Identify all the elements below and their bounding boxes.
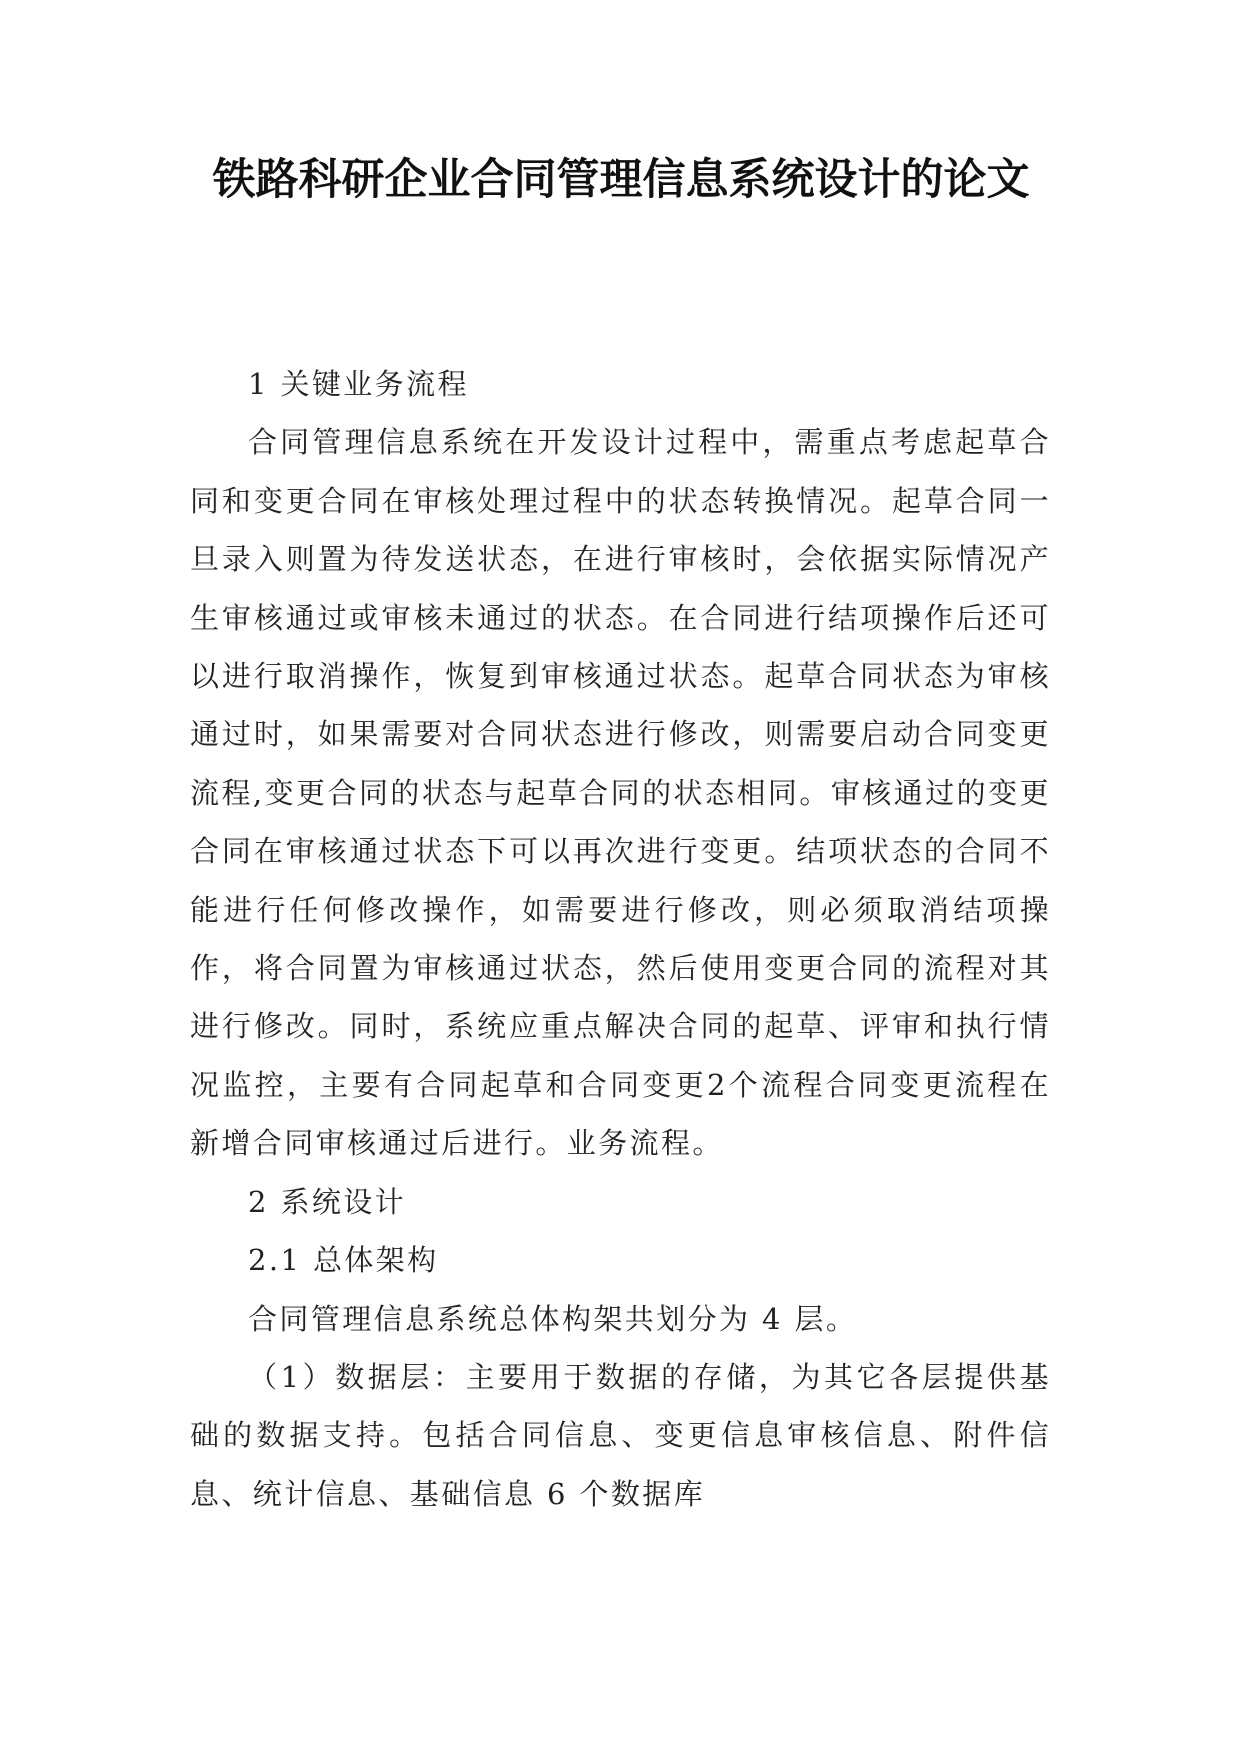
document-title: [196, 150, 1046, 210]
section-heading: 1 关键业务流程: [248, 367, 469, 401]
subsection-heading: 2.1 总体架构: [248, 1243, 439, 1278]
document-title-text: 铁路科研企业合同管理信息系统设计的论文: [212, 155, 1030, 205]
document-body: [190, 355, 1051, 1523]
body-paragraph: （1）数据层：主要用于数据的存储，为其它各层提供基础的数据支持。包括合同信息、变更信息审核信息、附件信息、统计信息、基础信息 6 个数据库: [190, 1359, 1051, 1511]
section-heading: 2 系统设计: [248, 1184, 407, 1219]
body-paragraph: 合同管理信息系统总体构架共划分为 4 层。: [248, 1301, 858, 1336]
body-paragraph: 合同管理信息系统在开发设计过程中，需重点考虑起草合同和变更合同在审核处理过程中的状态转换情况。起草合同一旦录入则置为待发送状态，在进行审核时，会依据实际情况产生审核通过或审核未通过的状态。在合同进行结项操作后还可以进行取消操作，恢复到审核通过状态。起草合同状态为审核通过时，如果需要对合同状态进行修改，则需要启动合同变更流程,变更合同的状态与起草合同的状态相同。审核通过的变更合同在审核通过状态下可以再次进行变更。结项状态的合同不能进行任何修改操作，如需要进行修改，则必须取消结项操作，将合同置为审核通过状态，然后使用变更合同的流程对其进行修改。同时，系统应重点解决合同的起草、评审和执行情况监控，主要有合同起草和合同变更2个流程合同变更流程在新增合同审核通过后进行。业务流程。: [190, 425, 1051, 1161]
